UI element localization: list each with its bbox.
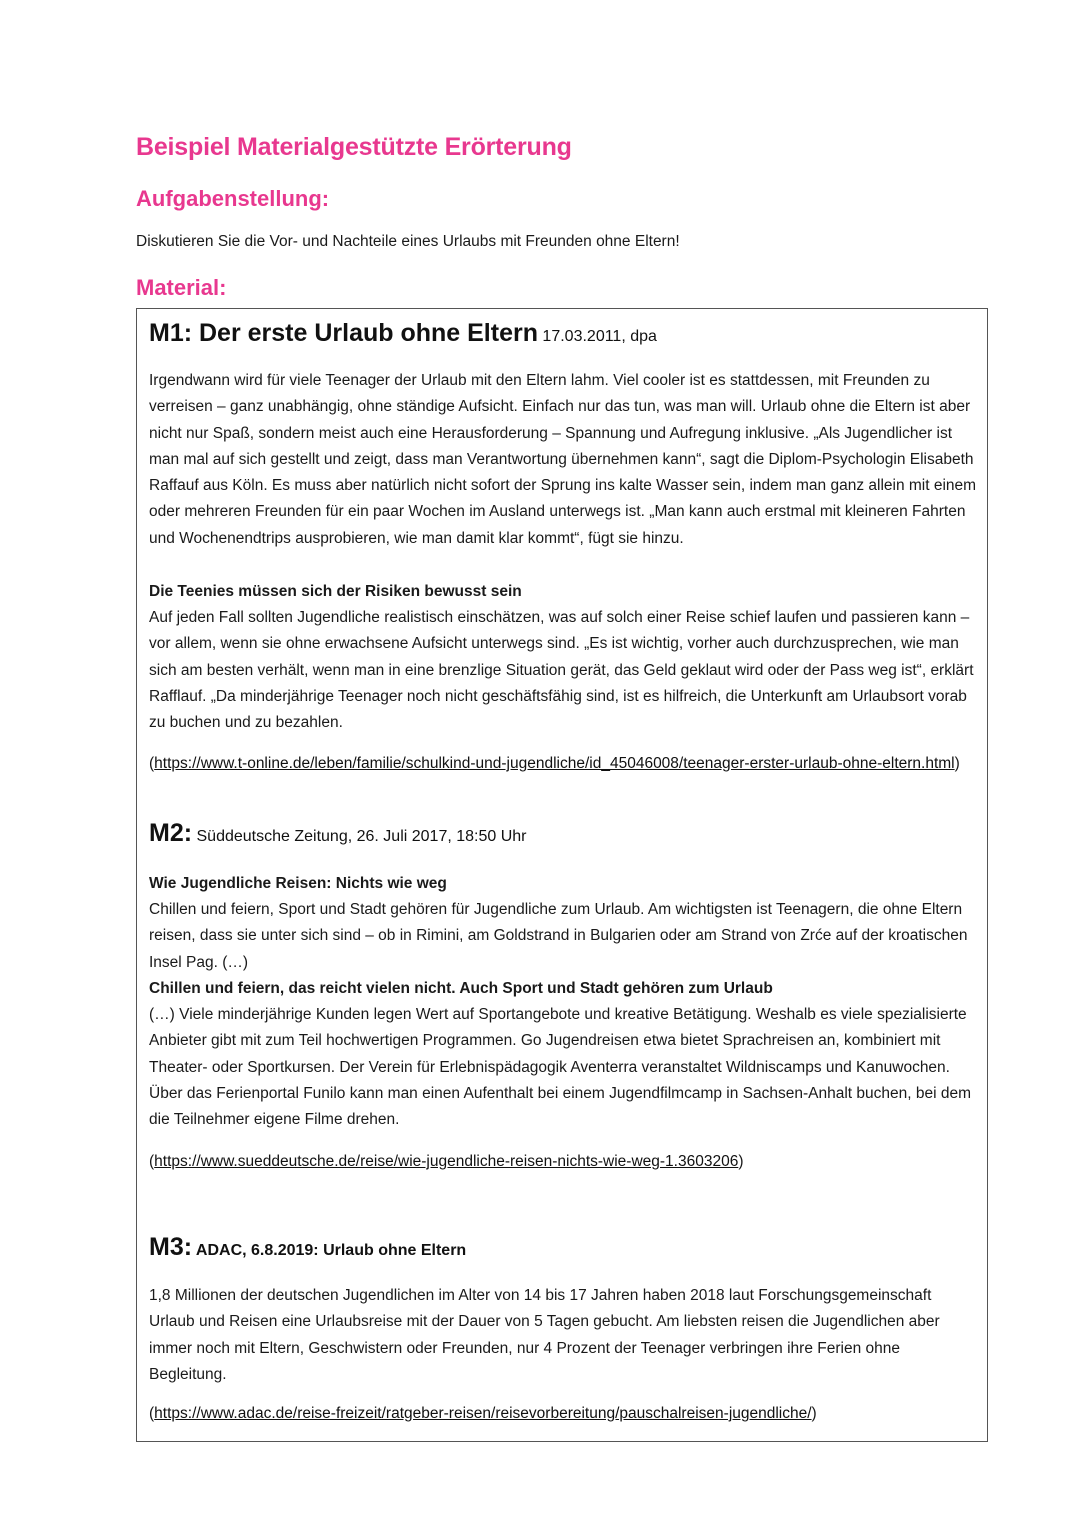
m2-heading-2: Chillen und feiern, das reicht vielen nicht. Auch Sport und Stadt gehören zum Urlaub [149,980,773,997]
m3-paragraph-1: 1,8 Millionen der deutschen Jugendlichen im Alter von 14 bis 17 Jahren haben 2018 laut Forschungsgemeinschaft Urlaub und Reisen eine Urlaubsreise mit der Dauer von 5 Tagen gebucht. Am liebsten reisen die Jugendlichen aber immer noch mit Eltern, Geschwistern oder Freunden, nur 4 Prozent der Teenager verbringen ihre Ferien ohne Begleitung. [149,1287,940,1383]
m3-source-open: ( [149,1405,155,1422]
m2-paragraph-1: Chillen und feiern, Sport und Stadt gehören für Jugendliche zum Urlaub. Am wichtigsten ist Teenagern, die ohne Eltern reisen, dass sie unter sich sind – ob in Rimini, am Goldstrand in Bulgarien oder am Strand von Zrće auf der kroatischen Insel Pag. (…) [149,901,968,971]
m2-label: M2: [149,819,193,847]
m1-subheading: Die Teenies müssen sich der Risiken bewusst sein [149,583,522,600]
m3-label: M3: [149,1233,193,1261]
m1-meta: 17.03.2011, dpa [537,328,657,345]
m3-source-close: ) [811,1405,817,1422]
m1-source-link[interactable]: https://www.t-online.de/leben/familie/schulkind-und-jugendliche/id_45046008/teenager-erster-urlaub-ohne-eltern.html [154,755,955,772]
m2-source-close: ) [738,1153,744,1170]
m1-label: M1: Der erste Urlaub ohne Eltern [149,319,538,347]
m2-meta: Süddeutsche Zeitung, 26. Juli 2017, 18:50 Uhr [192,828,527,845]
m2-source [149,1149,979,1175]
m1-heading [149,319,657,348]
m1-paragraph-1: Irgendwann wird für viele Teenager der Urlaub mit den Eltern lahm. Viel cooler ist es stattdessen, mit Freunden zu verreisen – ganz unabhängig, ohne ständige Aufsicht. Einfach nur das tun, was man will. Urlaub ohne die Eltern ist aber nicht nur Spaß, sondern meist auch eine Herausforderung – Spannung und Aufregung inklusive. „Als Jugendlicher ist man mal auf sich gestellt und zeigt, dass man Verantwortung übernehmen kann“, sagt die Diplom-Psychologin Elisabeth Raffauf aus Köln. Es muss aber natürlich nicht sofort der Sprung ins kalte Wasser sein, indem man ganz allein mit einem oder mehreren Freunden für ein paar Wochen im Ausland unterwegs ist. „Man kann auch erstmal mit kleineren Fahrten und Wochenendtrips ausprobieren, wie man damit klar kommt“, fügt sie hinzu. [149,372,977,547]
material-box [136,308,988,1442]
m3-meta: ADAC, 6.8.2019: Urlaub ohne Eltern [192,1242,467,1259]
m2-source-link[interactable]: https://www.sueddeutsche.de/reise/wie-jugendliche-reisen-nichts-wie-weg-1.3603206 [154,1153,739,1170]
m3-source [149,1401,979,1427]
task-text: Diskutieren Sie die Vor- und Nachteile eines Urlaubs mit Freunden ohne Eltern! [136,233,680,250]
material-heading: Material: [136,275,227,300]
m2-heading-1: Wie Jugendliche Reisen: Nichts wie weg [149,875,447,892]
m1-source-open: ( [149,755,155,772]
m2-source-open: ( [149,1153,155,1170]
m3-source-link[interactable]: https://www.adac.de/reise-freizeit/ratgeber-reisen/reisevorbereitung/pauschalreisen-jugendliche/ [154,1405,812,1422]
m3-heading [149,1233,466,1262]
m2-paragraph-2: (…) Viele minderjährige Kunden legen Wert auf Sportangebote und kreative Betätigung. Weshalb es viele spezialisierte Anbieter gibt mit zum Teil hochwertigen Programmen. Go Jugendreisen etwa bietet Sprachreisen an, kombiniert mit Theater- oder Sportkursen. Der Verein für Erlebnispädagogik Aventerra veranstaltet Wildniscamps und Kanuwochen. Über das Ferienportal Funilo kann man einen Aufenthalt bei einem Jugendfilmcamp in Sachsen-Anhalt buchen, bei dem die Teilnehmer eigene Filme drehen. [149,1006,971,1129]
m1-source-close: ) [954,755,960,772]
task-heading: Aufgabenstellung: [136,186,330,211]
m1-paragraph-2: Auf jeden Fall sollten Jugendliche realistisch einschätzen, was auf solch einer Reise schief laufen und passieren kann – vor allem, wenn sie ohne erwachsene Aufsicht unterwegs sind. „Es ist wichtig, vorher auch durchzusprechen, wie man sich am besten verhält, wenn man in eine brenzlige Situation gerät, das Geld geklaut wird oder der Pass weg ist“, erklärt Rafflauf. „Da minderjährige Teenager noch nicht geschäftsfähig sind, ist es hilfreich, die Unterkunft am Urlaubsort vorab zu buchen und zu bezahlen. [149,609,974,732]
m1-source [149,751,979,777]
page-title: Beispiel Materialgestützte Erörterung [136,133,572,161]
m2-heading [149,819,527,848]
